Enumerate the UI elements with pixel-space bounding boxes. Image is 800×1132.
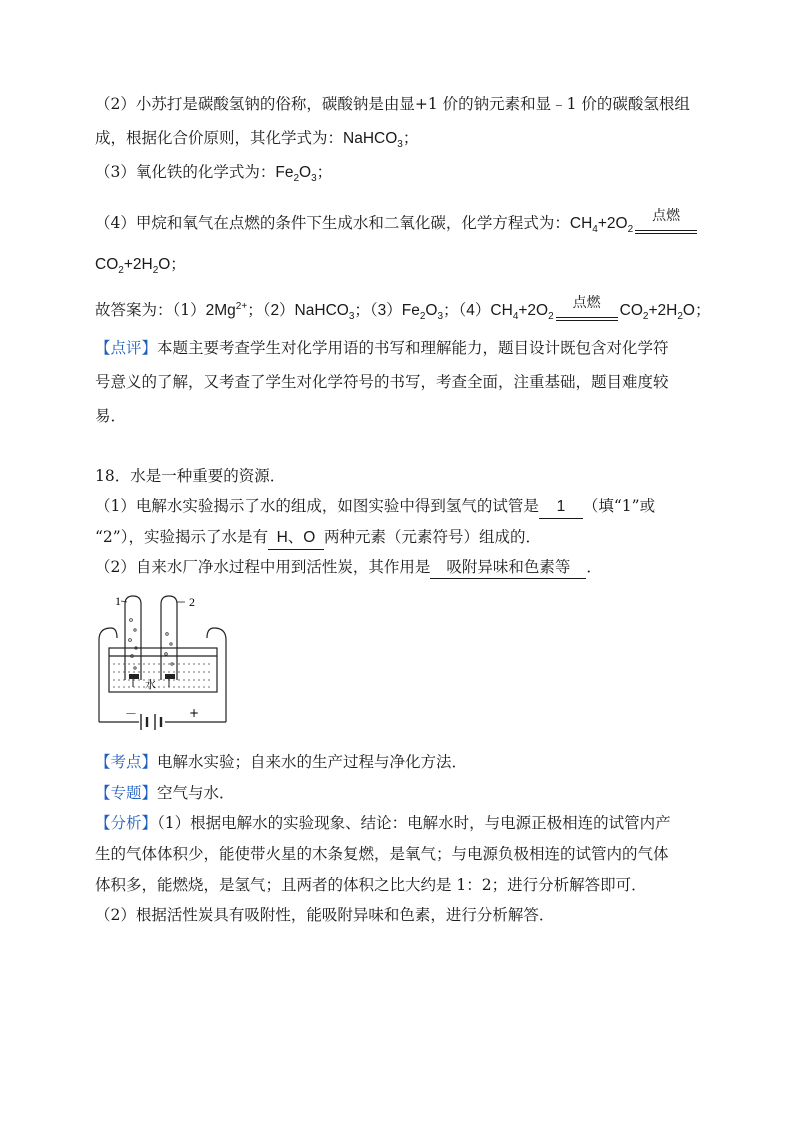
text: （1）根据电解水的实验现象、结论：电解水时，与电源正极相连的试管内产	[157, 814, 671, 832]
test-tube-1	[125, 596, 141, 680]
formula-nahco3: NaHCO$_3$	[343, 130, 403, 151]
answer-blank-3: 吸附异味和色素等	[430, 556, 586, 579]
text: 空气与水．	[157, 784, 235, 802]
text: （3）氧化铁的化学式为：	[95, 163, 276, 181]
tube-1-label: 1	[115, 594, 121, 608]
zhuanti-tag: 【专题】	[95, 784, 158, 802]
question-18-part1-line2	[95, 526, 715, 550]
summary-fe2o3: ；$(3)Fe_2O_3$	[354, 302, 444, 323]
answer-item4-line1	[95, 208, 715, 241]
text: 易．	[95, 407, 127, 425]
reaction-condition-sign: 点燃	[633, 213, 699, 235]
water-label: 水	[145, 678, 156, 691]
review-tag: 【点评】	[95, 339, 158, 357]
text: 体积多，能燃烧，是氢气；且两者的体积之比大约是 1：2；进行分析解答即可．	[95, 876, 647, 894]
text: 故答案为：（1）	[95, 301, 206, 320]
text: ．	[586, 558, 602, 576]
text: 成，根据化合价原则，其化学式为：	[95, 129, 344, 147]
positive-terminal-label: +	[189, 706, 200, 720]
text: 电解水实验；自来水的生产过程与净化方法．	[157, 753, 468, 771]
kaodian-tag: 【考点】	[95, 753, 158, 771]
answer-item2-line2	[95, 127, 715, 156]
summary-products: $CO_2+2H_2O$；	[619, 302, 711, 323]
fenxi-line1	[95, 812, 715, 834]
answer-blank-1: 1	[539, 496, 583, 519]
text: 18．水是一种重要的资源．	[95, 467, 286, 485]
summary-equation: ；$(4)CH_4+2O_2$	[443, 302, 554, 323]
text: （2）小苏打是碳酸氢钠的俗称，碳酸钠是由显+1 价的钠元素和显﹣1 价的碳酸氢根组	[95, 95, 690, 113]
text: ；	[316, 163, 333, 181]
kaodian-line	[95, 751, 715, 773]
electrode-2	[165, 674, 175, 679]
answer-item3-line	[95, 161, 715, 190]
text: （1）电解水实验揭示了水的组成，如图实验中得到氢气的试管是	[95, 497, 539, 515]
text: （填“1”或	[582, 497, 656, 515]
answer-item2-line1	[95, 93, 715, 115]
text: 号意义的了解，又考查了学生对化学符号的书写，考查全面，注重基础，题目难度较	[95, 373, 669, 391]
fenxi-line3	[95, 874, 715, 896]
answer-blank-2: H、O	[268, 527, 324, 550]
answer-summary-line	[95, 296, 715, 328]
formula-fe2o3: $Fe_2O_3$	[275, 164, 317, 185]
reaction-condition-sign: 点燃	[554, 300, 620, 322]
fenxi-tag: 【分析】	[95, 814, 158, 832]
review-line2	[95, 371, 715, 393]
summary-nahco3: ；（2）NaHCO$_3$	[247, 302, 355, 323]
electrode-1	[129, 674, 139, 679]
text: （2）根据活性炭具有吸附性，能吸附异味和色素，进行分析解答．	[95, 906, 555, 924]
text: （2）自来水厂净水过程中用到活性炭，其作用是	[95, 558, 431, 576]
test-tube-2	[161, 596, 177, 680]
negative-terminal-label: －	[125, 707, 138, 721]
question-18-title	[95, 465, 715, 487]
question-18-part2	[95, 556, 715, 579]
zhuanti-line	[95, 782, 715, 804]
electrolysis-apparatus-figure	[95, 590, 230, 732]
text: （4）甲烷和氧气在点燃的条件下生成水和二氧化碳，化学方程式为：	[95, 214, 570, 232]
text: 本题主要考查学生对化学用语的书写和理解能力，题目设计既包含对化学符	[157, 339, 669, 357]
text: “2”），实验揭示了水是有	[95, 528, 268, 546]
text: 生的气体体积少，能使带火星的木条复燃，是氧气；与电源负极相连的试管内的气体	[95, 845, 669, 863]
answer-item4-line2: $CO_2+2H_2O$；	[95, 256, 186, 277]
fenxi-line2	[95, 843, 715, 865]
review-line1	[95, 337, 715, 359]
text: 两种元素（元素符号）组成的．	[323, 528, 541, 546]
question-18-part1-line1	[95, 495, 715, 519]
equation-reactants: $CH_4+2O_2$	[569, 215, 634, 236]
tube-2-label: 2	[189, 595, 195, 609]
text: ；	[402, 129, 419, 147]
left-wire	[99, 628, 117, 722]
formula-mg-ion: $2Mg^{2+}$	[205, 301, 248, 320]
review-line3	[95, 405, 715, 427]
fenxi-line4	[95, 904, 715, 926]
